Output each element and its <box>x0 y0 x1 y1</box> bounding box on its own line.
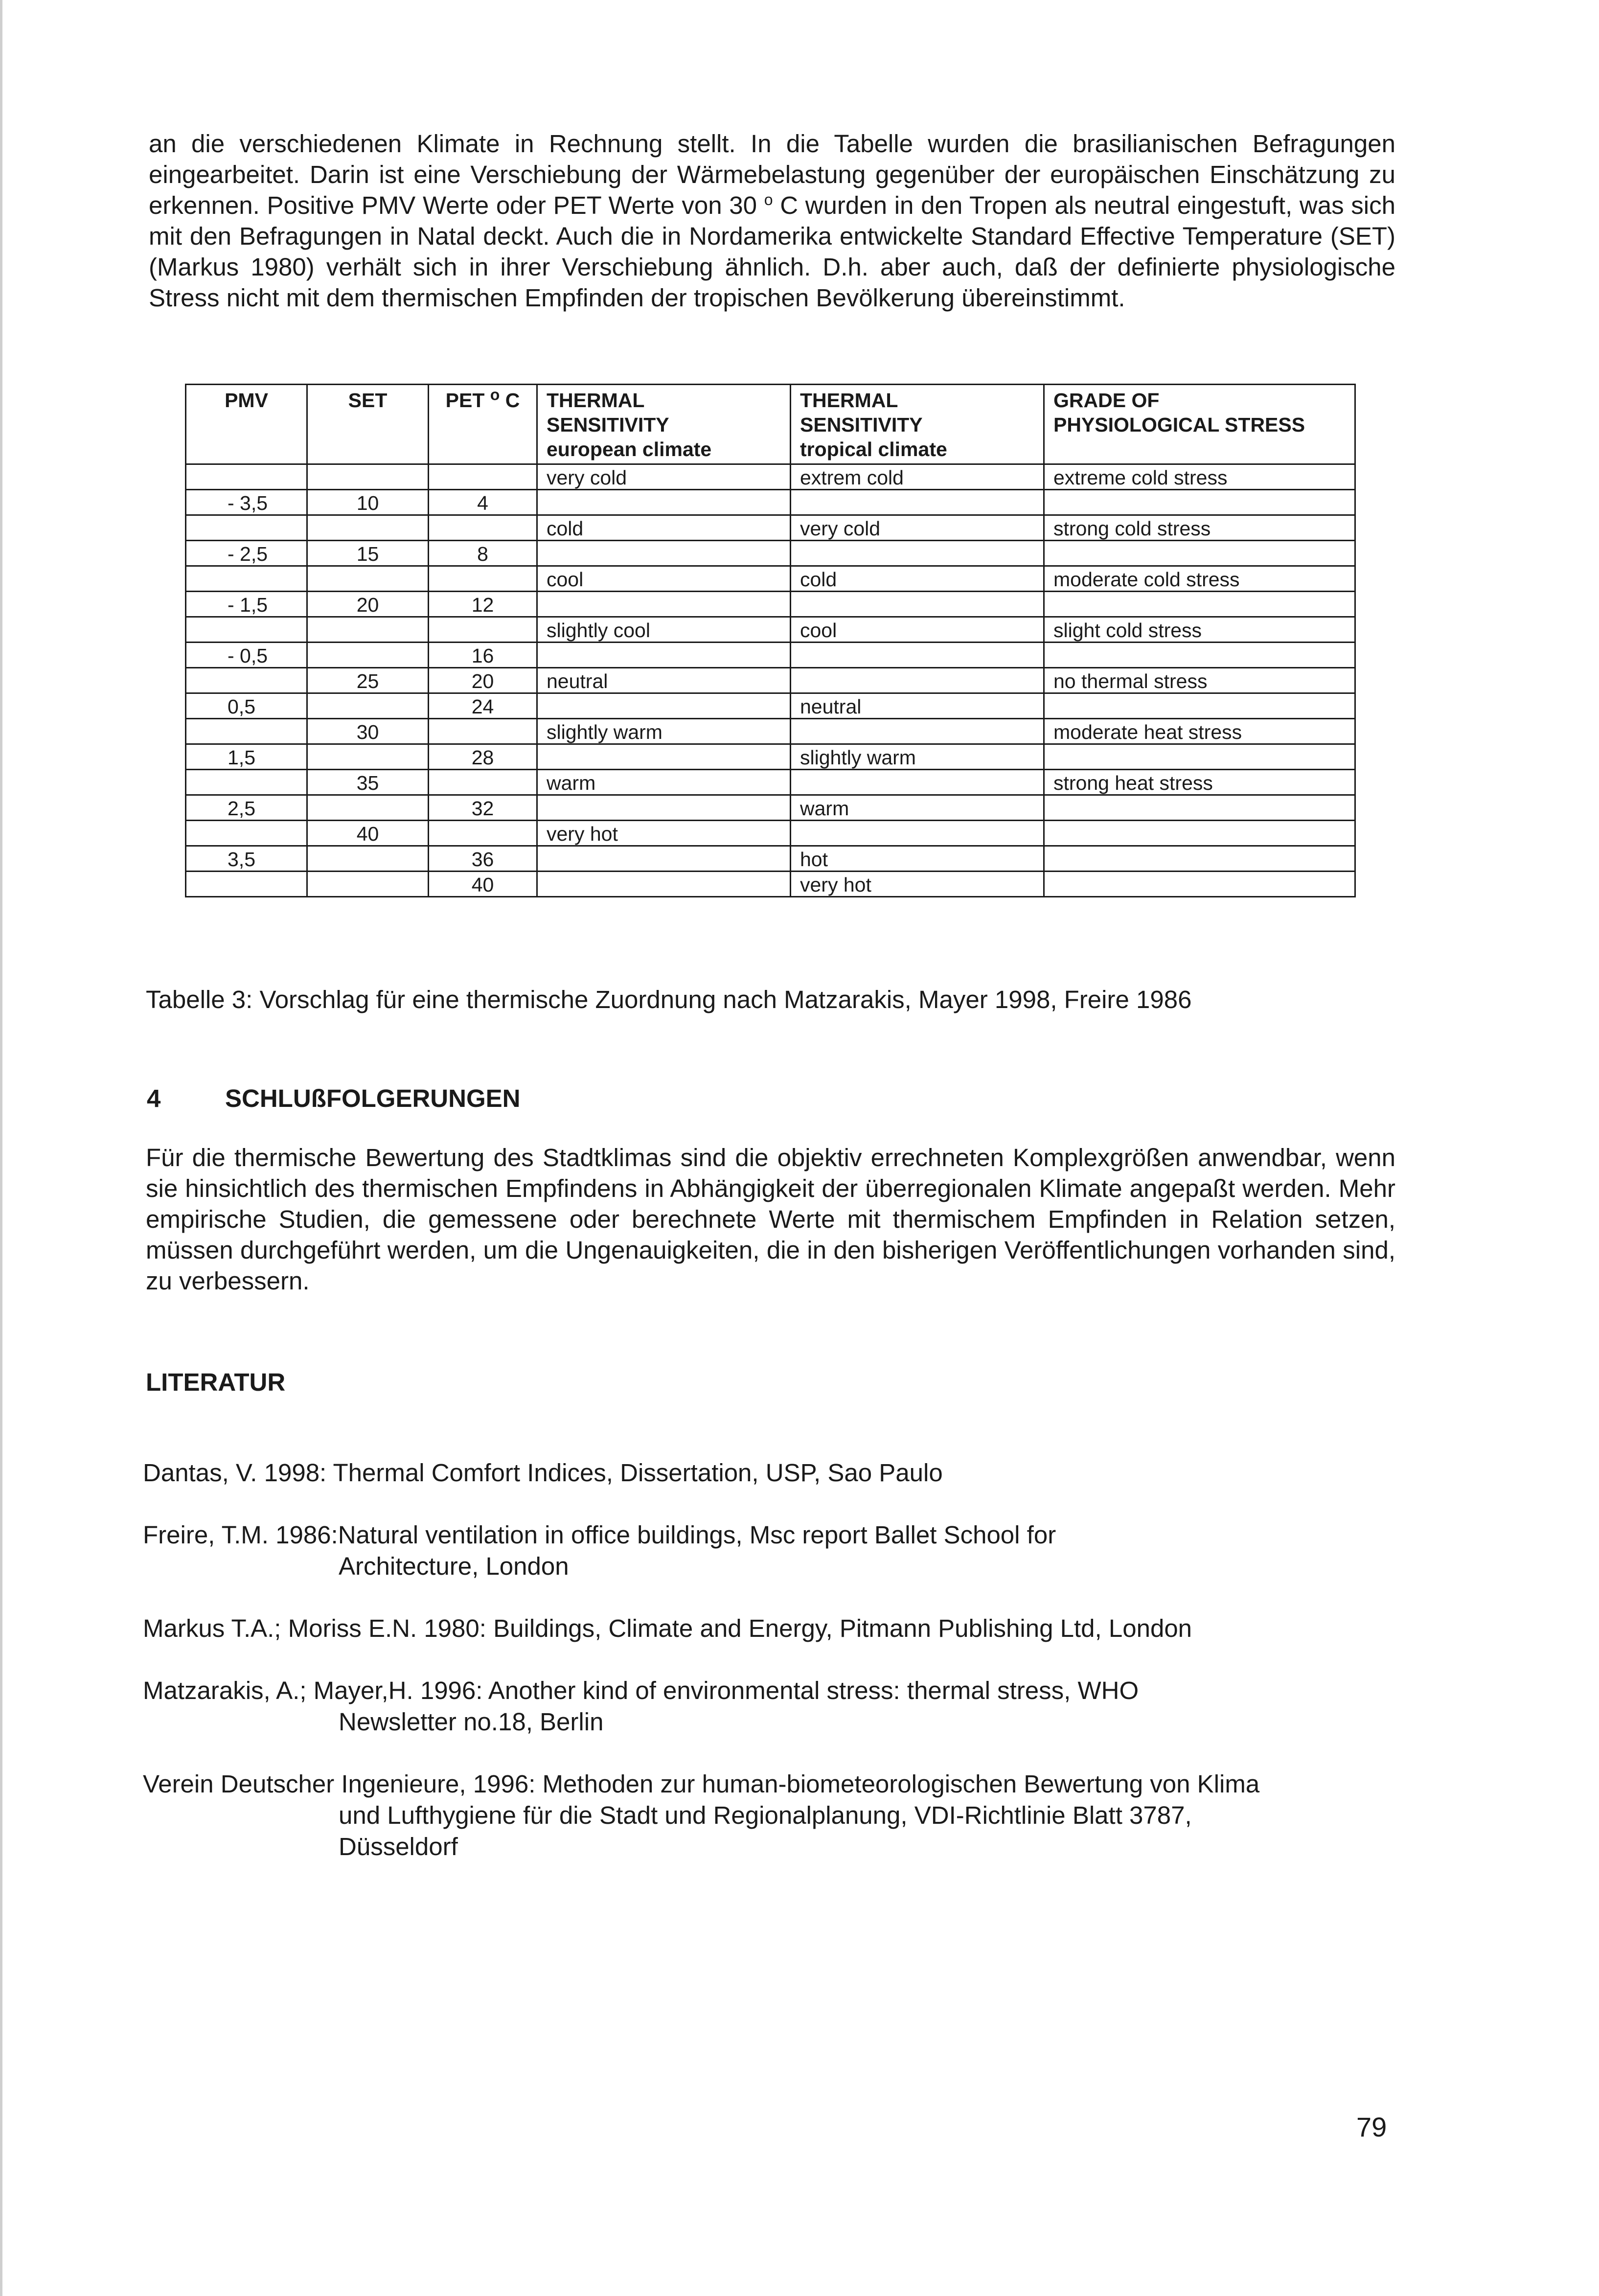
reference-line: Markus T.A.; Moriss E.N. 1980: Buildings, Climate and Energy, Pitmann Publishing Ltd, London <box>143 1614 1192 1642</box>
cell-pmv: 3,5 <box>186 846 307 872</box>
cell-european: neutral <box>537 668 791 693</box>
cell-tropical: very cold <box>791 515 1044 541</box>
cell-pmv <box>186 668 307 693</box>
cell-set <box>307 795 429 821</box>
conclusion-paragraph: Für die thermische Bewertung des Stadtklimas sind die objektiv errechneten Komplexgrößen anwendbar, wenn sie hinsichtlich des thermischen Empfindens in Abhängigkeit der überregionalen Klimate angepaßt werden. Mehr empirische Studien, die gemessene oder berechnete Werte mit thermischem Empfinden in Relation setzen, müssen durchgeführt werden, um die Ungenauigkeiten, die in den bisherigen Veröffentlichungen vorhanden sind, zu verbessern. <box>146 1144 1395 1295</box>
cell-tropical: hot <box>791 846 1044 872</box>
cell-tropical <box>791 541 1044 566</box>
cell-european <box>537 744 791 770</box>
cell-set <box>307 693 429 719</box>
cell-european: warm <box>537 770 791 795</box>
cell-tropical: extrem cold <box>791 464 1044 490</box>
table-caption: Tabelle 3: Vorschlag für eine thermische Zuordnung nach Matzarakis, Mayer 1998, Freire 1986 <box>146 986 1192 1013</box>
cell-european <box>537 693 791 719</box>
cell-european: slightly warm <box>537 719 791 744</box>
cell-pet <box>429 719 537 744</box>
cell-set <box>307 464 429 490</box>
cell-pet <box>429 770 537 795</box>
table-row <box>186 541 1355 566</box>
cell-pmv <box>186 770 307 795</box>
cell-european <box>537 795 791 821</box>
table-row <box>186 566 1355 592</box>
reference-line: Verein Deutscher Ingenieure, 1996: Methoden zur human-biometeorologischen Bewertung von Klima <box>143 1770 1260 1798</box>
cell-set: 15 <box>307 541 429 566</box>
intro-text-part1: an die verschiedenen Klimate in Rechnung stellt. In die Tabelle wurden die brasilianischen Befragungen eingearbeitet. Darin ist eine Verschiebung der Wärmebelastung gegenüber der europäischen Einschätzung zu erkennen. Positive PMV Werte oder PET Werte von 30 <box>149 130 1395 219</box>
table-row <box>186 719 1355 744</box>
cell-pmv: - 1,5 <box>186 592 307 617</box>
cell-tropical <box>791 821 1044 846</box>
cell-tropical <box>791 770 1044 795</box>
cell-set <box>307 515 429 541</box>
cell-pmv: - 2,5 <box>186 541 307 566</box>
cell-tropical: slightly warm <box>791 744 1044 770</box>
reference-continuation: und Lufthygiene für die Stadt und Regionalplanung, VDI-Richtlinie Blatt 3787, <box>339 1801 1192 1829</box>
cell-pet: 8 <box>429 541 537 566</box>
cell-stress <box>1044 821 1355 846</box>
cell-tropical: neutral <box>791 693 1044 719</box>
cell-pmv <box>186 566 307 592</box>
thermal-classification-table <box>185 384 1356 897</box>
cell-european <box>537 872 791 897</box>
cell-stress <box>1044 693 1355 719</box>
cell-pet: 16 <box>429 643 537 668</box>
cell-pmv <box>186 617 307 643</box>
table-row <box>186 592 1355 617</box>
cell-pet: 24 <box>429 693 537 719</box>
reference-entry <box>143 1675 1415 1738</box>
cell-set <box>307 617 429 643</box>
cell-set: 10 <box>307 490 429 515</box>
cell-stress: slight cold stress <box>1044 617 1355 643</box>
table-row <box>186 617 1355 643</box>
header-physiological-stress: GRADE OF PHYSIOLOGICAL STRESS <box>1044 385 1355 464</box>
cell-pmv: 1,5 <box>186 744 307 770</box>
cell-pet <box>429 464 537 490</box>
cell-stress <box>1044 592 1355 617</box>
reference-entry <box>143 1613 1415 1644</box>
section-number: 4 <box>147 1084 161 1112</box>
cell-set <box>307 872 429 897</box>
cell-set <box>307 744 429 770</box>
cell-tropical <box>791 668 1044 693</box>
cell-stress: moderate cold stress <box>1044 566 1355 592</box>
cell-set: 20 <box>307 592 429 617</box>
cell-stress: strong heat stress <box>1044 770 1355 795</box>
cell-european: slightly cool <box>537 617 791 643</box>
table-row <box>186 464 1355 490</box>
cell-pmv: - 0,5 <box>186 643 307 668</box>
reference-continuation: Düsseldorf <box>339 1833 458 1860</box>
intro-paragraph <box>149 128 1395 313</box>
cell-pet <box>429 821 537 846</box>
cell-pmv: - 3,5 <box>186 490 307 515</box>
cell-set: 25 <box>307 668 429 693</box>
cell-stress: strong cold stress <box>1044 515 1355 541</box>
reference-line: Matzarakis, A.; Mayer,H. 1996: Another kind of environmental stress: thermal stress, WHO <box>143 1676 1139 1704</box>
cell-stress: no thermal stress <box>1044 668 1355 693</box>
cell-european <box>537 643 791 668</box>
cell-pet <box>429 515 537 541</box>
cell-set: 35 <box>307 770 429 795</box>
cell-tropical <box>791 490 1044 515</box>
degree-symbol: o <box>764 191 773 208</box>
cell-european <box>537 592 791 617</box>
cell-pmv: 0,5 <box>186 693 307 719</box>
table-row <box>186 693 1355 719</box>
cell-pmv <box>186 719 307 744</box>
cell-stress <box>1044 846 1355 872</box>
header-european-sensitivity: THERMAL SENSITIVITY european climate <box>537 385 791 464</box>
cell-stress <box>1044 744 1355 770</box>
cell-european: cold <box>537 515 791 541</box>
reference-entry <box>143 1457 1415 1489</box>
header-pet: PET $^o$ C <box>429 385 537 464</box>
cell-set: 40 <box>307 821 429 846</box>
cell-pmv <box>186 872 307 897</box>
cell-stress <box>1044 643 1355 668</box>
cell-set: 30 <box>307 719 429 744</box>
cell-pmv <box>186 464 307 490</box>
scan-left-edge <box>0 0 2 2296</box>
section-title: SCHLUßFOLGERUNGEN <box>225 1084 521 1112</box>
reference-continuation: Newsletter no.18, Berlin <box>339 1708 604 1736</box>
cell-pet: 20 <box>429 668 537 693</box>
cell-tropical: cold <box>791 566 1044 592</box>
header-set: SET <box>307 385 429 464</box>
literature-heading: LITERATUR <box>146 1368 286 1396</box>
cell-pet: 40 <box>429 872 537 897</box>
table-row <box>186 821 1355 846</box>
section-heading <box>147 1083 520 1114</box>
cell-set <box>307 643 429 668</box>
table-row <box>186 643 1355 668</box>
table-row <box>186 846 1355 872</box>
cell-tropical: warm <box>791 795 1044 821</box>
table-row <box>186 795 1355 821</box>
cell-european <box>537 490 791 515</box>
cell-pet <box>429 566 537 592</box>
table-row <box>186 872 1355 897</box>
cell-tropical: very hot <box>791 872 1044 897</box>
cell-pet: 28 <box>429 744 537 770</box>
reference-entry <box>143 1519 1415 1582</box>
cell-stress <box>1044 795 1355 821</box>
cell-pmv: 2,5 <box>186 795 307 821</box>
reference-line: Dantas, V. 1998: Thermal Comfort Indices, Dissertation, USP, Sao Paulo <box>143 1459 943 1487</box>
reference-line: Freire, T.M. 1986:Natural ventilation in office buildings, Msc report Ballet School for <box>143 1521 1056 1549</box>
cell-pet: 4 <box>429 490 537 515</box>
table-header-row <box>186 385 1355 464</box>
cell-stress <box>1044 872 1355 897</box>
table-row <box>186 744 1355 770</box>
cell-european: very hot <box>537 821 791 846</box>
table-row <box>186 515 1355 541</box>
header-pmv: PMV <box>186 385 307 464</box>
cell-stress: extreme cold stress <box>1044 464 1355 490</box>
cell-pet: 36 <box>429 846 537 872</box>
cell-european: cool <box>537 566 791 592</box>
header-tropical-sensitivity: THERMAL SENSITIVITY tropical climate <box>791 385 1044 464</box>
cell-stress <box>1044 541 1355 566</box>
cell-pet: 12 <box>429 592 537 617</box>
cell-pet <box>429 617 537 643</box>
table-row <box>186 668 1355 693</box>
table-row <box>186 770 1355 795</box>
cell-pmv <box>186 515 307 541</box>
cell-stress: moderate heat stress <box>1044 719 1355 744</box>
cell-set <box>307 846 429 872</box>
cell-european <box>537 846 791 872</box>
reference-entry <box>143 1768 1415 1862</box>
cell-european: very cold <box>537 464 791 490</box>
intro-text-part2: C wurden in den Tropen als neutral eingestuft, was sich mit den Befragungen in Natal deckt. Auch die in Nordamerika entwickelte Standard Effective Temperature (SET) (Markus 1980) verhält sich in ihrer Verschiebung ähnlich. D.h. aber auch, daß der definierte physiologische Stress nicht mit dem thermischen Empfinden der tropischen Bevölkerung übereinstimmt. <box>149 191 1395 312</box>
cell-tropical <box>791 592 1044 617</box>
cell-pmv <box>186 821 307 846</box>
cell-european <box>537 541 791 566</box>
cell-tropical <box>791 719 1044 744</box>
cell-set <box>307 566 429 592</box>
cell-tropical <box>791 643 1044 668</box>
page-number: 79 <box>1356 2112 1387 2142</box>
table-row <box>186 490 1355 515</box>
cell-tropical: cool <box>791 617 1044 643</box>
reference-continuation: Architecture, London <box>339 1552 569 1580</box>
cell-stress <box>1044 490 1355 515</box>
cell-pet: 32 <box>429 795 537 821</box>
